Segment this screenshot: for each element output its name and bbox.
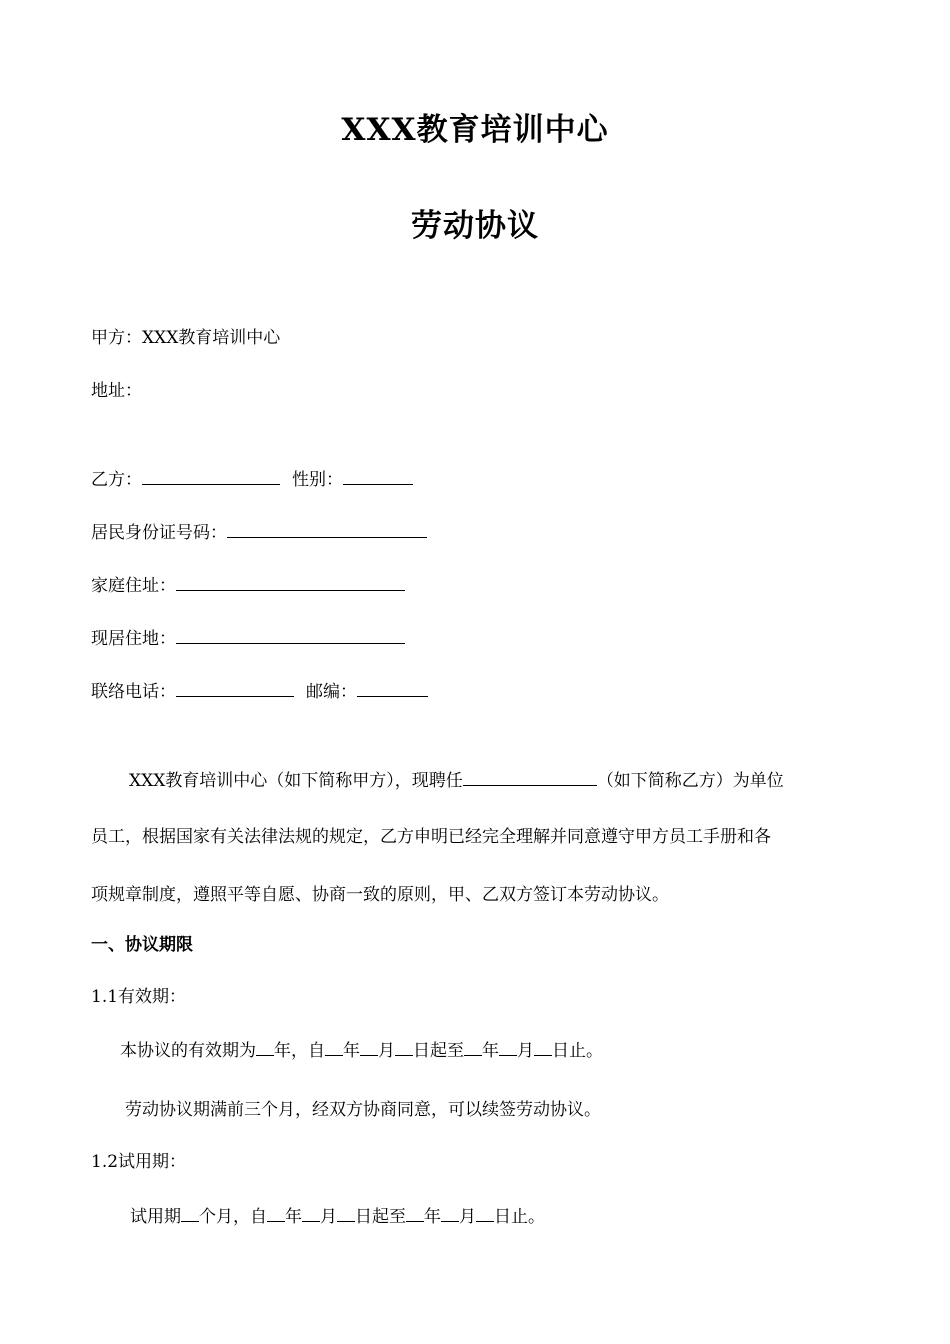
- party-b-name-label: 乙方：: [91, 470, 142, 490]
- validity-start-day-blank[interactable]: [395, 1037, 413, 1056]
- party-b-id-blank[interactable]: [227, 519, 427, 538]
- validity-start-month-blank[interactable]: [360, 1037, 378, 1056]
- probation-end-day-blank[interactable]: [476, 1203, 494, 1222]
- validity-line: [120, 1037, 603, 1063]
- validity-end-year-blank[interactable]: [464, 1037, 482, 1056]
- intro-line-1-post: （如下简称乙方）为单位: [596, 771, 784, 791]
- party-b-current-row: [91, 625, 405, 651]
- probation-text-g: 月: [459, 1207, 476, 1227]
- probation-start-month-blank[interactable]: [302, 1203, 320, 1222]
- party-b-gender-blank[interactable]: [343, 466, 413, 485]
- party-b-phone-row: [91, 678, 428, 704]
- probation-text-e: 日起至: [355, 1207, 406, 1227]
- probation-start-year-blank[interactable]: [267, 1203, 285, 1222]
- probation-months-blank[interactable]: [181, 1203, 199, 1222]
- intro-hire-blank[interactable]: [463, 767, 597, 786]
- validity-end-month-blank[interactable]: [499, 1037, 517, 1056]
- party-b-postcode-label: 邮编：: [306, 682, 357, 702]
- renewal-line: 劳动协议期满前三个月，经双方协商同意，可以续签劳动协议。: [125, 1100, 601, 1120]
- party-b-postcode-blank[interactable]: [357, 678, 428, 697]
- probation-end-year-blank[interactable]: [406, 1203, 424, 1222]
- probation-text-d: 月: [320, 1207, 337, 1227]
- probation-text-f: 年: [424, 1207, 441, 1227]
- validity-end-day-blank[interactable]: [534, 1037, 552, 1056]
- section-1-heading: 一、协议期限: [91, 935, 193, 955]
- validity-start-year-blank[interactable]: [325, 1037, 343, 1056]
- party-b-name-row: [91, 466, 413, 492]
- intro-line-1: [91, 767, 899, 793]
- probation-text-h: 日止。: [494, 1207, 545, 1227]
- probation-text-b: 个月，自: [199, 1207, 267, 1227]
- party-b-phone-label: 联络电话：: [91, 682, 176, 702]
- probation-line: [130, 1203, 545, 1229]
- validity-years-blank[interactable]: [256, 1037, 274, 1056]
- party-b-id-label: 居民身份证号码：: [91, 523, 227, 543]
- validity-text-g: 月: [517, 1041, 534, 1061]
- probation-text-a: 试用期: [130, 1207, 181, 1227]
- validity-text-e: 日起至: [413, 1041, 464, 1061]
- validity-text-h: 日止。: [552, 1041, 603, 1061]
- party-b-id-row: [91, 519, 427, 545]
- party-a-address: 地址：: [91, 381, 142, 401]
- intro-line-2: 员工，根据国家有关法律法规的规定，乙方申明已经完全理解并同意遵守甲方员工手册和各: [91, 827, 771, 847]
- validity-text-d: 月: [378, 1041, 395, 1061]
- intro-line-3: 项规章制度，遵照平等自愿、协商一致的原则，甲、乙双方签订本劳动协议。: [91, 885, 669, 905]
- validity-text-b: 年，自: [274, 1041, 325, 1061]
- party-b-name-blank[interactable]: [142, 466, 280, 485]
- probation-start-day-blank[interactable]: [337, 1203, 355, 1222]
- intro-line-1-pre: XXX教育培训中心（如下简称甲方），现聘任: [129, 771, 463, 791]
- clause-1-1-heading: 1.1有效期：: [91, 987, 187, 1007]
- probation-text-c: 年: [285, 1207, 302, 1227]
- party-b-phone-blank[interactable]: [176, 678, 294, 697]
- party-b-home-row: [91, 572, 405, 598]
- validity-text-a: 本协议的有效期为: [120, 1041, 256, 1061]
- party-b-current-label: 现居住地：: [91, 629, 176, 649]
- validity-text-f: 年: [482, 1041, 499, 1061]
- clause-1-2-heading: 1.2试用期：: [91, 1152, 187, 1172]
- validity-text-c: 年: [343, 1041, 360, 1061]
- party-b-gender-label: 性别：: [292, 470, 343, 490]
- party-b-home-label: 家庭住址：: [91, 576, 176, 596]
- party-b-current-blank[interactable]: [176, 625, 405, 644]
- party-a-name: 甲方：XXX教育培训中心: [91, 328, 281, 348]
- party-b-home-blank[interactable]: [176, 572, 405, 591]
- document-subtitle: 劳动协议: [411, 208, 539, 244]
- probation-end-month-blank[interactable]: [441, 1203, 459, 1222]
- document-title: XXX教育培训中心: [341, 112, 609, 148]
